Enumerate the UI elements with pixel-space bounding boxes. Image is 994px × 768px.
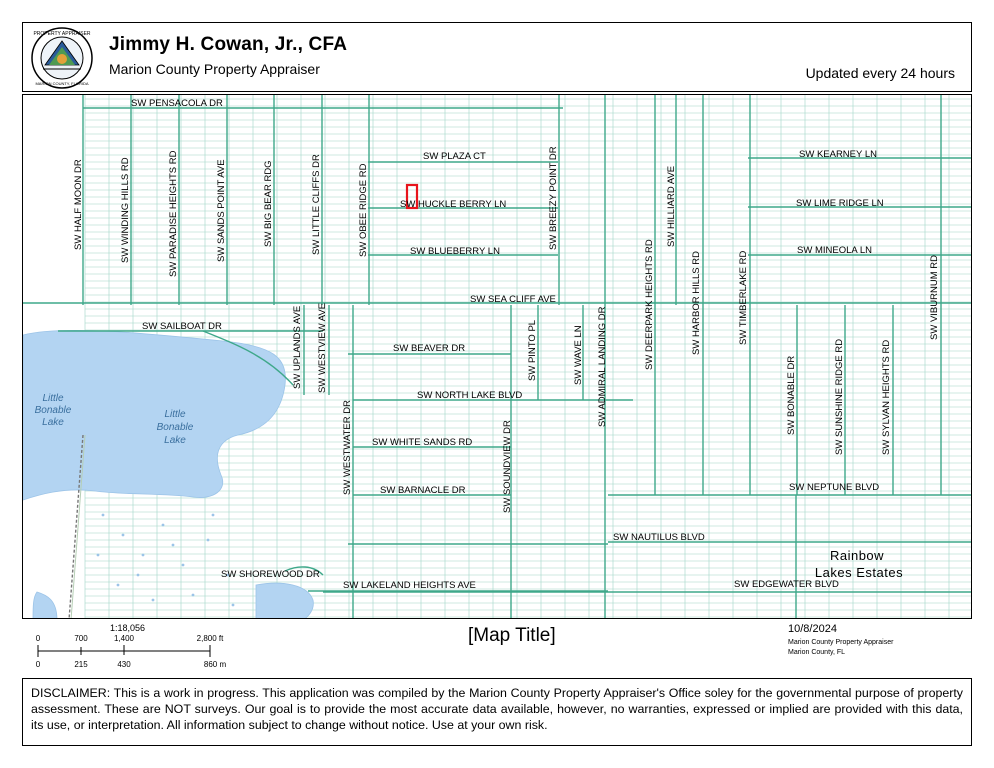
street-label: SW MINEOLA LN: [797, 245, 872, 256]
street-label: SW DEERPARK HEIGHTS RD: [644, 239, 655, 370]
street-label: SW PINTO PL: [527, 319, 538, 381]
street-label: SW BARNACLE DR: [380, 485, 466, 496]
scale-ratio: 1:18,056: [110, 623, 146, 633]
scale-tick-label: 0: [35, 634, 41, 643]
update-note: Updated every 24 hours: [805, 65, 955, 81]
appraiser-name: Jimmy H. Cowan, Jr., CFA: [109, 34, 348, 55]
property-appraiser-seal-icon: [31, 27, 93, 89]
street-label: SW SEA CLIFF AVE: [470, 294, 556, 305]
map-canvas[interactable]: [23, 95, 972, 619]
office-name: Marion County Property Appraiser: [109, 61, 320, 77]
street-label: SW PENSACOLA DR: [131, 98, 223, 109]
place-label: Lakes Estates: [814, 565, 904, 580]
street-label: SW ADMIRAL LANDING DR: [597, 306, 608, 427]
street-label: SW OBEE RIDGE RD: [358, 163, 369, 257]
scale-tick-label: 430: [117, 660, 131, 669]
street-label: SW NAUTILUS BLVD: [613, 532, 705, 543]
scale-tick-label: 0: [35, 660, 41, 669]
street-label: SW WAVE LN: [573, 325, 584, 385]
street-label: SW SUNSHINE RIDGE RD: [834, 338, 845, 455]
lake-label: Bonable: [156, 422, 194, 433]
map-title: [Map Title]: [468, 625, 556, 646]
street-label: SW HUCKLE BERRY LN: [400, 199, 507, 210]
street-label: SW LITTLE CLIFFS DR: [311, 154, 322, 255]
scale-tick-label: 700: [74, 634, 88, 643]
disclaimer: DISCLAIMER: This is a work in progress. This application was compiled by the Marion County Property Appraiser's Office soley for the governmental purpose of property assessment. These are NOT surveys. Our goal is to provide the most accurate data available, however, no warranties, expressed or implied are provided with this data, its use, or interpretation. All information subject to change without notice. Use at your own risk.: [22, 678, 972, 746]
seal-bottom-text: MARION COUNTY, FLORIDA: [35, 81, 89, 86]
lake-label: Little: [42, 393, 64, 404]
street-label: SW KEARNEY LN: [799, 149, 877, 160]
street-label: SW SAILBOAT DR: [142, 321, 222, 332]
street-label: SW SYLVAN HEIGHTS RD: [881, 339, 892, 455]
lake-label: Little: [164, 409, 186, 420]
street-label: SW PARADISE HEIGHTS RD: [168, 150, 179, 277]
street-label: SW UPLANDS AVE: [292, 305, 303, 389]
street-label: SW HARBOR HILLS RD: [691, 251, 702, 355]
map-footer: [22, 622, 972, 672]
street-label: SW BEAVER DR: [393, 343, 466, 354]
street-label: SW HILLIARD AVE: [666, 165, 677, 247]
street-label: SW PLAZA CT: [423, 151, 486, 162]
print-office: Marion County Property Appraiser: [788, 639, 894, 646]
street-label: SW BONABLE DR: [786, 355, 797, 435]
street-label: SW NEPTUNE BLVD: [789, 482, 880, 493]
street-label: SW EDGEWATER BLVD: [734, 579, 839, 590]
street-label: SW LAKELAND HEIGHTS AVE: [343, 580, 476, 591]
street-label: SW SANDS POINT AVE: [216, 159, 227, 262]
street-label: SW WESTWATER DR: [342, 400, 353, 495]
lake-label: Lake: [42, 417, 64, 428]
print-date: 10/8/2024: [788, 623, 837, 635]
scale-tick-label: 215: [74, 660, 88, 669]
seal-top-text: PROPERTY APPRAISER: [33, 31, 91, 37]
print-county: Marion County, FL: [788, 649, 846, 656]
street-label: SW HALF MOON DR: [73, 159, 84, 250]
street-label: SW SHOREWOOD DR: [221, 569, 320, 580]
street-label: SW BREEZY POINT DR: [548, 146, 559, 250]
street-label: SW LIME RIDGE LN: [796, 198, 884, 209]
scale-tick-label: 1,400: [113, 634, 135, 643]
street-label: SW TIMBERLAKE RD: [738, 250, 749, 345]
header: [22, 22, 972, 92]
scale-bar: [30, 634, 250, 670]
street-label: SW NORTH LAKE BLVD: [417, 390, 523, 401]
place-label: Rainbow: [829, 548, 885, 563]
street-label: SW WINDING HILLS RD: [120, 157, 131, 263]
street-label: SW VIBURNUM RD: [929, 255, 940, 340]
lake-label: Lake: [164, 435, 186, 446]
street-label: SW SOUNDVIEW DR: [502, 420, 513, 513]
street-label: SW BLUEBERRY LN: [410, 246, 500, 257]
street-label: SW WHITE SANDS RD: [372, 437, 473, 448]
scale-tick-label: 2,800 ft: [196, 634, 224, 643]
lake-label: Bonable: [34, 405, 72, 416]
street-label: SW WESTVIEW AVE: [317, 302, 328, 393]
map-panel[interactable]: [22, 94, 972, 619]
scale-tick-label: 860 m: [203, 660, 227, 669]
street-label: SW BIG BEAR RDG: [263, 160, 274, 247]
